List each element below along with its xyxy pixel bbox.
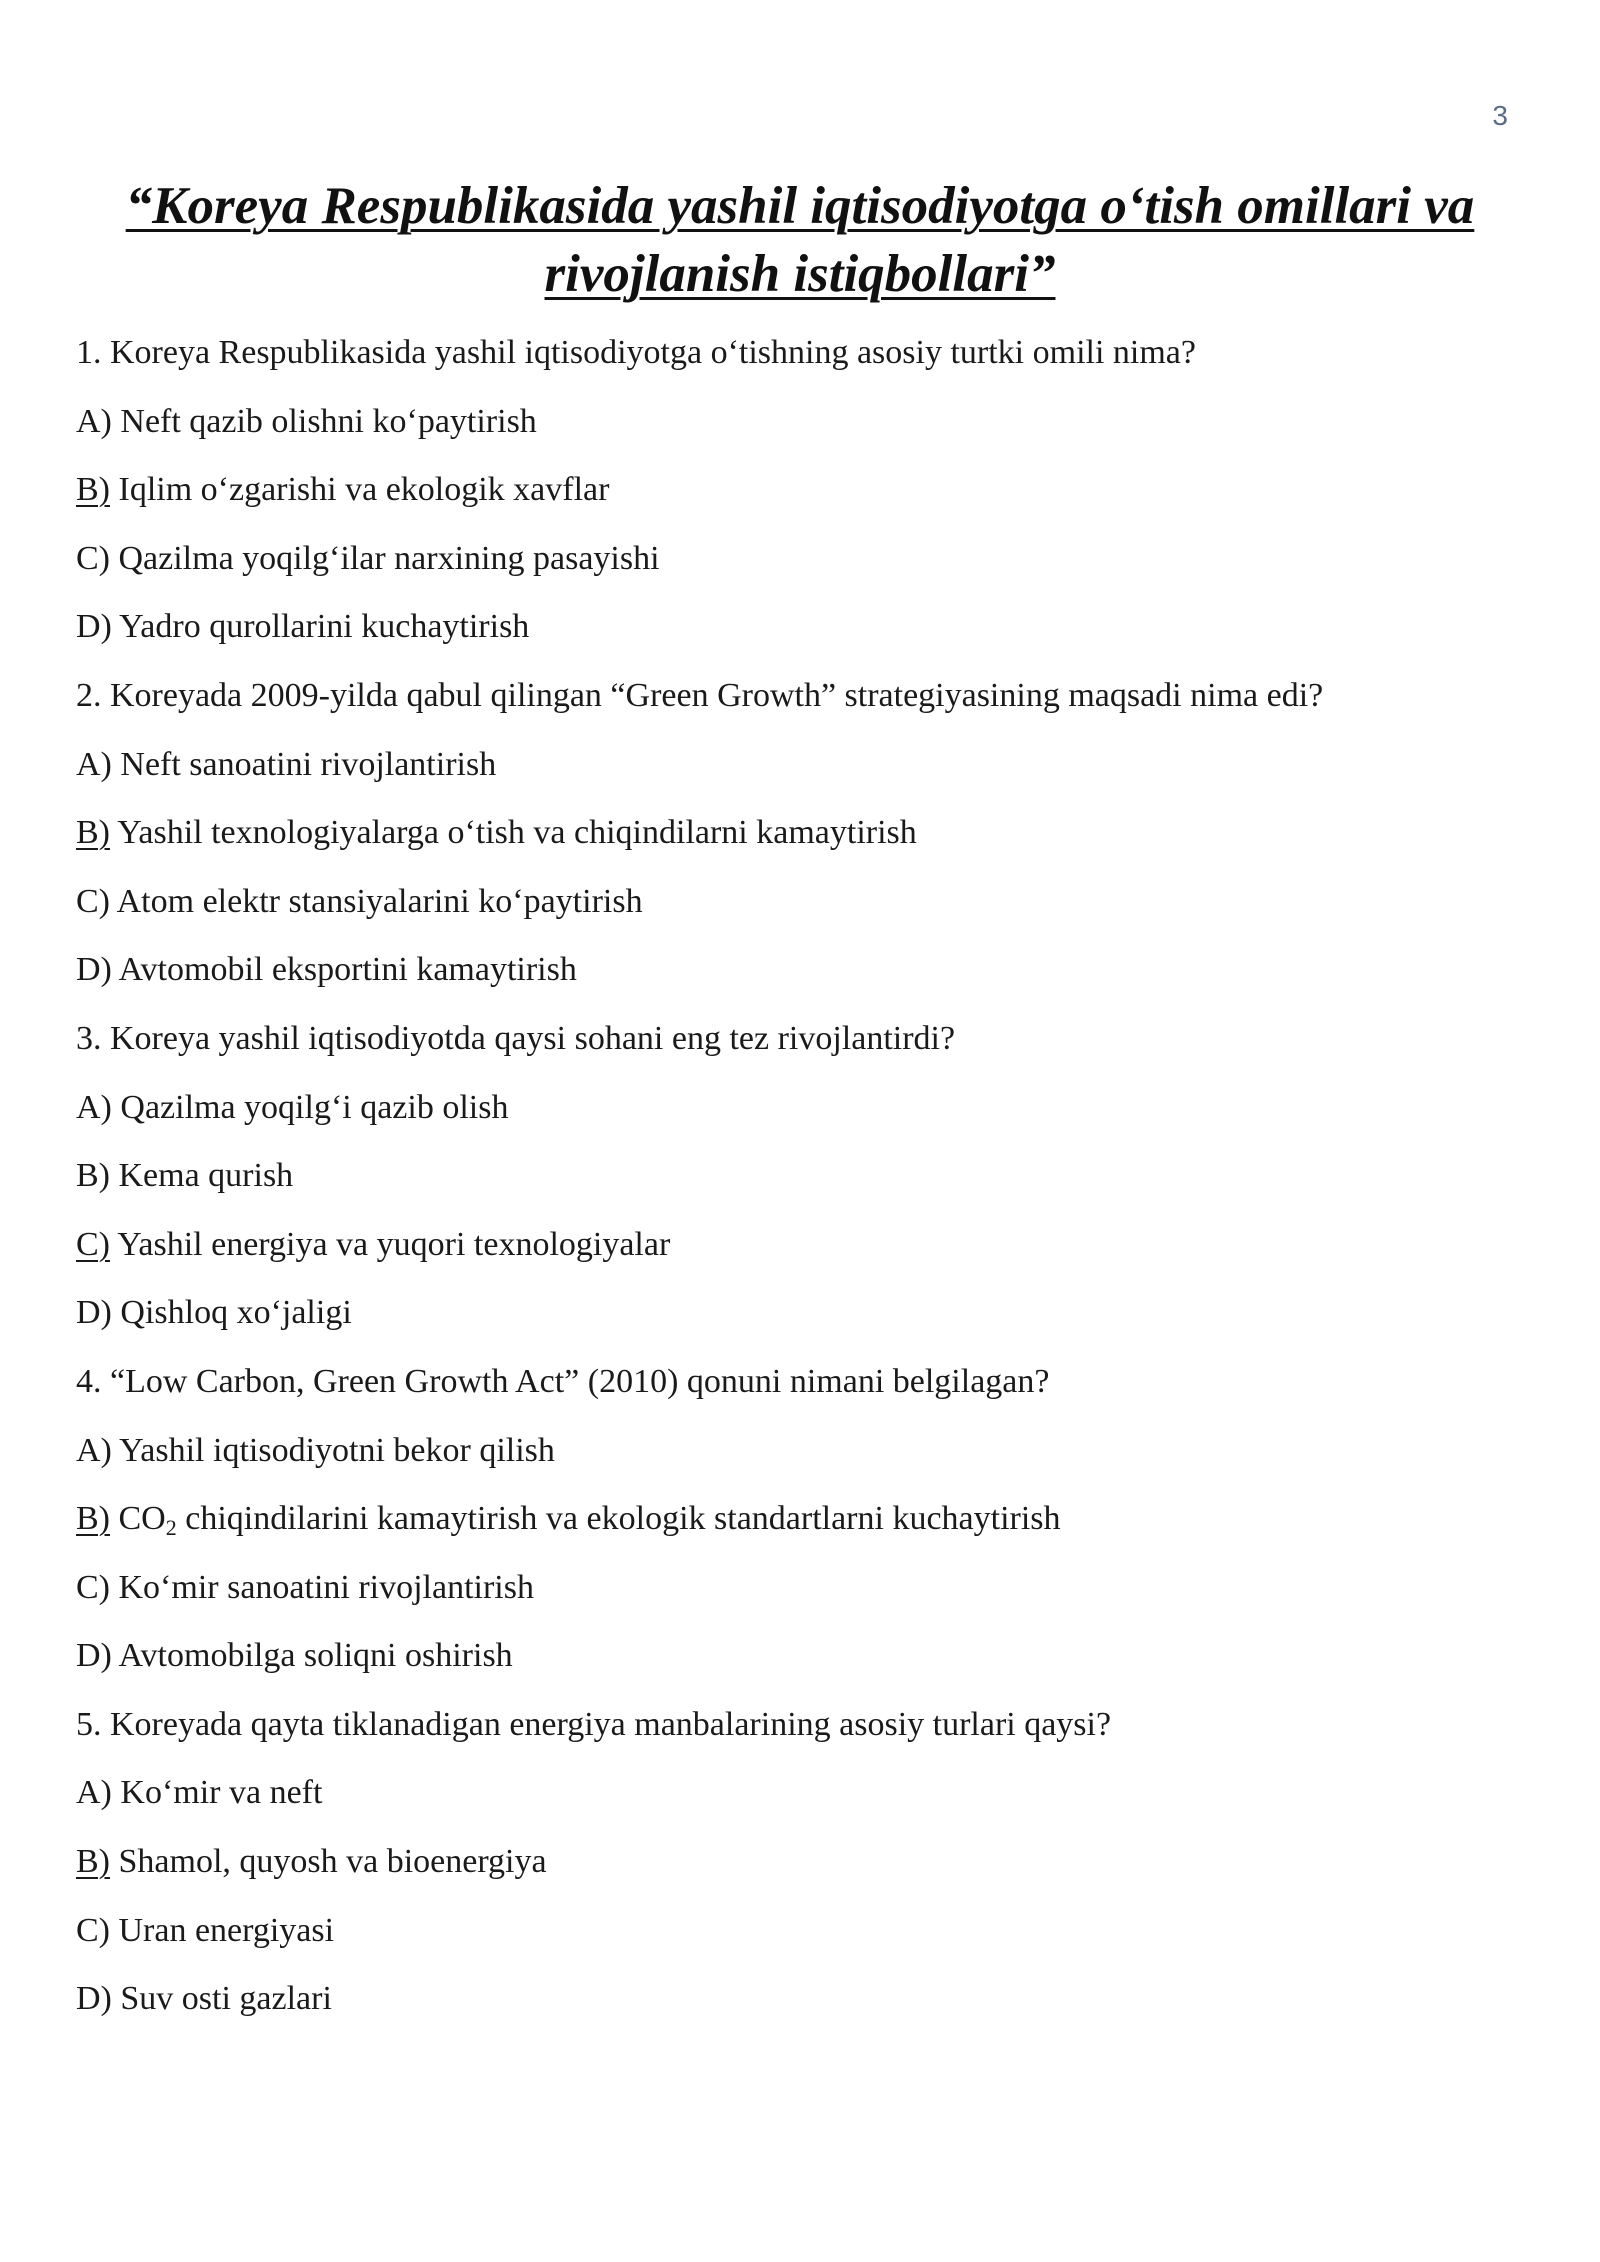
correct-option-letter: B) [76, 1843, 110, 1881]
option-text: Qazilma yoqilg‘ilar narxining pasayishi [118, 539, 660, 577]
question-4-option-b [76, 1496, 1536, 1565]
question-4-option-a [76, 1428, 1536, 1497]
question-3: 3. Koreya yashil iqtisodiyotda qaysi sohani eng tez rivojlantirdi? [76, 1019, 956, 1057]
option-text: Qishloq xo‘jaligi [120, 1294, 352, 1332]
option-letter: C) [76, 539, 110, 577]
option-letter: D) [76, 1294, 112, 1332]
question-3-option-b [76, 1153, 1536, 1222]
question-2-option-d [76, 947, 1536, 1016]
option-text: Qazilma yoqilg‘i qazib olish [120, 1088, 509, 1126]
option-letter: C) [76, 1911, 110, 1949]
question-3-option-a [76, 1085, 1536, 1154]
question-5-option-b [76, 1839, 1536, 1908]
option-letter: A) [76, 1431, 112, 1469]
question-2: 2. Koreyada 2009-yilda qabul qilingan “Green Growth” strategiyasining maqsadi nima edi? [76, 676, 1324, 714]
question-1-option-c [76, 536, 1536, 605]
correct-option-letter: B) [76, 1500, 110, 1538]
question-1: 1. Koreya Respublikasida yashil iqtisodiyotga o‘tishning asosiy turtki omili nima? [76, 334, 1196, 371]
question-5: 5. Koreyada qayta tiklanadigan energiya manbalarining asosiy turlari qaysi? [76, 1705, 1112, 1743]
option-text: Suv osti gazlari [120, 1980, 332, 2018]
option-text: chiqindilarini kamaytirish va ekologik standartlarni kuchaytirish [176, 1500, 1061, 1538]
question-5-option-d [76, 1976, 1536, 2045]
formula-base: CO [118, 1500, 166, 1538]
option-letter: A) [76, 745, 112, 783]
question-3-option-c [76, 1222, 1536, 1291]
option-letter: A) [76, 1088, 112, 1126]
option-text: Neft sanoatini rivojlantirish [120, 745, 497, 783]
chemical-formula [118, 1500, 177, 1541]
question-3-option-d [76, 1290, 1536, 1359]
option-letter: D) [76, 1637, 112, 1675]
option-letter: B) [76, 1157, 110, 1195]
option-text: Avtomobilga soliqni oshirish [118, 1637, 513, 1675]
option-text: Iqlim o‘zgarishi va ekologik xavflar [118, 471, 610, 509]
option-letter: D) [76, 1980, 112, 2018]
question-5-option-c [76, 1908, 1536, 1977]
option-text: Uran energiyasi [118, 1911, 335, 1949]
option-text: Atom elektr stansiyalarini ko‘paytirish [116, 882, 643, 920]
quiz-content [76, 330, 1536, 2045]
correct-option-letter: B) [76, 471, 110, 509]
question-2-option-b [76, 810, 1536, 879]
option-text: Yashil energiya va yuqori texnologiyalar [117, 1225, 671, 1263]
option-text: Ko‘mir sanoatini rivojlantirish [118, 1568, 534, 1606]
question-1-option-a [76, 399, 1536, 468]
question-5-option-a [76, 1770, 1536, 1839]
option-text: Avtomobil eksportini kamaytirish [118, 951, 577, 989]
option-text: Shamol, quyosh va bioenergiya [118, 1843, 547, 1881]
option-letter: A) [76, 1774, 112, 1812]
correct-option-letter: B) [76, 814, 110, 852]
question-1-option-b [76, 467, 1536, 536]
question-2-option-c [76, 879, 1536, 948]
question-4-option-c [76, 1565, 1536, 1634]
option-letter: A) [76, 402, 112, 440]
option-letter: D) [76, 608, 112, 646]
page-number: 3 [1492, 100, 1508, 131]
option-letter: C) [76, 1568, 110, 1606]
option-letter: C) [76, 882, 110, 920]
correct-option-letter: C) [76, 1225, 110, 1263]
question-4: 4. “Low Carbon, Green Growth Act” (2010) qonuni nimani belgilagan? [76, 1362, 1050, 1400]
option-letter: D) [76, 951, 112, 989]
formula-subscript: 2 [165, 1515, 177, 1541]
option-text: Neft qazib olishni ko‘paytirish [120, 402, 537, 440]
option-text: Yashil iqtisodiyotni bekor qilish [119, 1431, 555, 1469]
document-title: “Koreya Respublikasida yashil iqtisodiyotga o‘tish omillari va rivojlanish istiqbollari” [125, 177, 1475, 303]
option-text: Ko‘mir va neft [120, 1774, 323, 1812]
question-2-option-a [76, 742, 1536, 811]
option-text: Kema qurish [118, 1157, 294, 1195]
option-text: Yashil texnologiyalarga o‘tish va chiqindilarni kamaytirish [117, 814, 917, 852]
question-4-option-d [76, 1633, 1536, 1702]
option-text: Yadro qurollarini kuchaytirish [119, 608, 530, 646]
question-1-option-d [76, 604, 1536, 673]
